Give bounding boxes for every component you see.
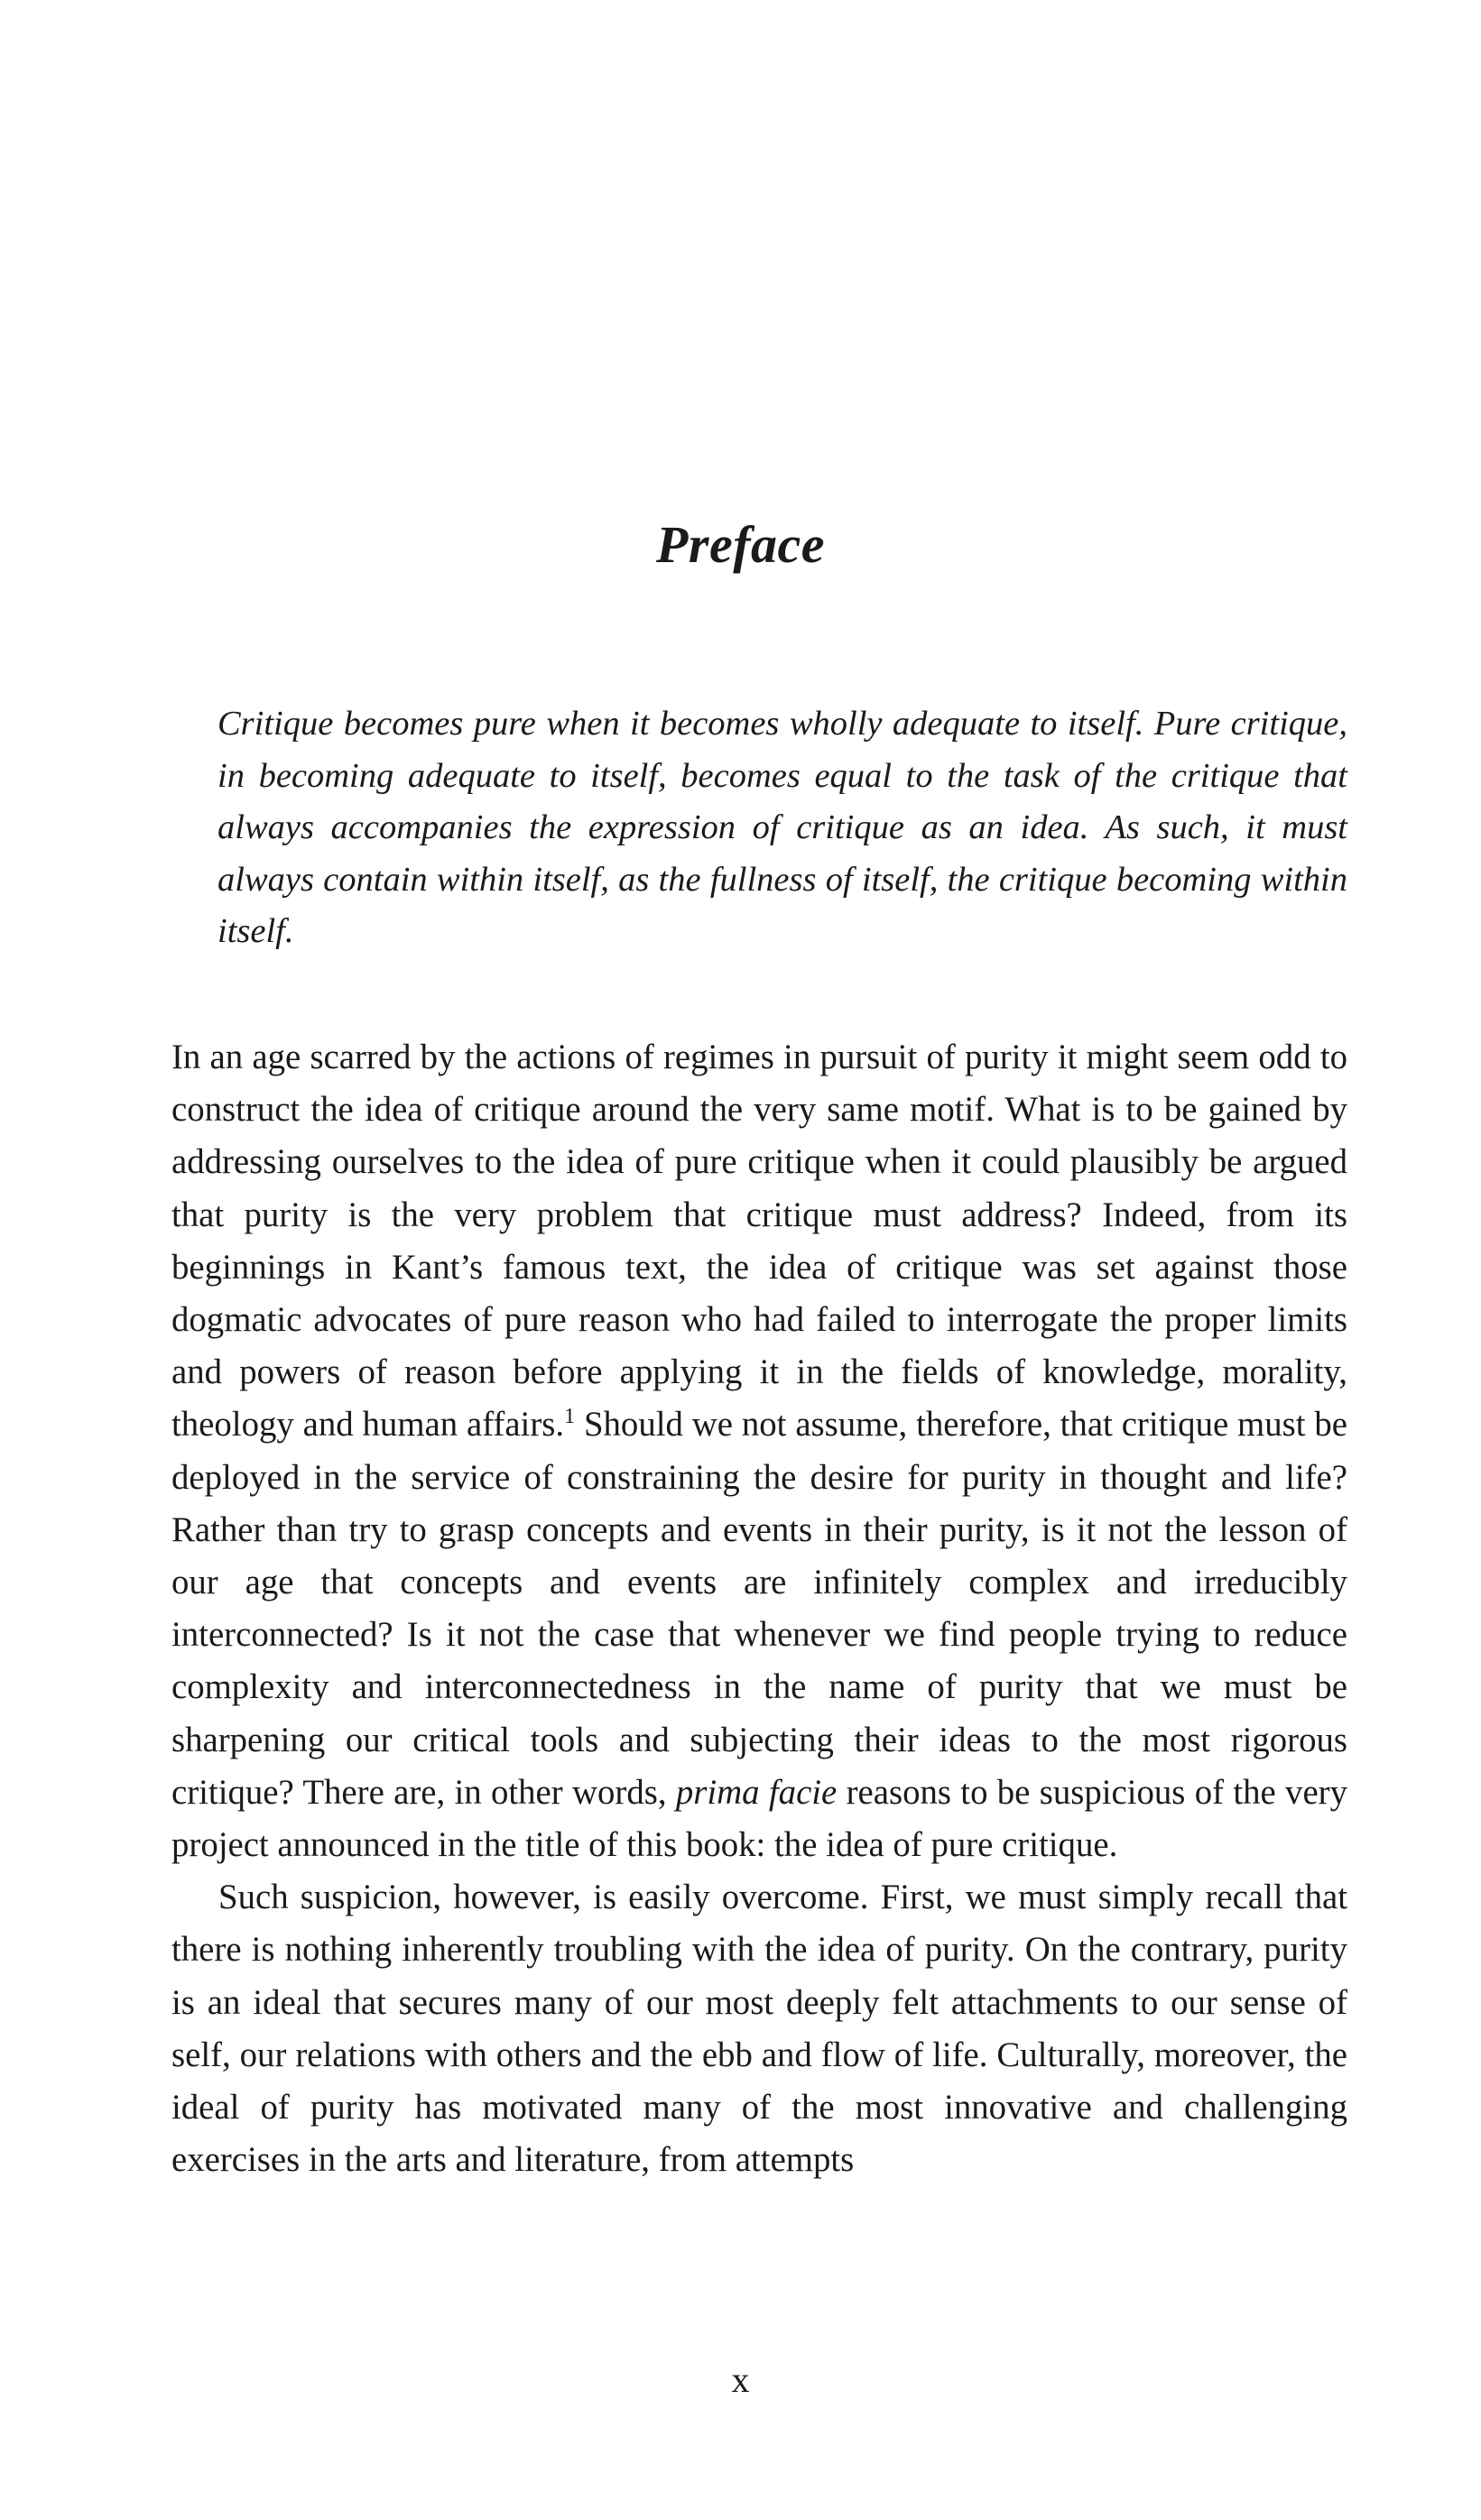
page-number: x [731,2359,750,2400]
paragraph-1-part-3: reasons to be suspicious of the very project announced in the title of this book: the idea of pure critique. [171,1772,1347,1865]
paragraph-1-part-1: In an age scarred by the actions of regimes in pursuit of purity it might seem odd to construct the idea of critique around the very same motif. What is to be gained by addressing ourselves to the idea of pure critique when it could plausibly be argued that purity is the very problem that critique must address? Indeed, from its beginnings in Kant’s famous text, the idea of critique was set against those dogmatic advocates of pure reason who had failed to interrogate the proper limits and powers of reason before applying it in the fields of knowledge, morality, theology and human affairs. [171,1038,1347,1445]
paragraph-1-part-2: Should we not assume, therefore, that critique must be deployed in the service of constraining the desire for purity in thought and life? Rather than try to grasp concepts and events in their purity, is it not the lesson of our age that concepts and events are infinitely complex and irreducibly interconnected? Is it not the case that whenever we find people trying to reduce complexity and interconnectedness in the name of purity that we must be sharpening our critical tools and subjecting their ideas to the most rigorous critique? There are, in other words, [171,1405,1347,1812]
chapter-title: Preface [655,514,826,574]
footnote-marker: 1 [564,1405,576,1429]
paragraph-1-emphasis: prima facie [675,1772,838,1812]
paragraph-2: Such suspicion, however, is easily overcome. First, we must simply recall that there is nothing inherently troubling with the idea of purity. On the contrary, purity is an ideal that secures many of our most deeply felt attachments to our sense of self, our relations with others and the ebb and flow of life. Culturally, moreover, the ideal of purity has motivated many of the most innovative and challenging exercises in the arts and literature, from attempts [171,1878,1347,2180]
body-text [171,1031,1347,2186]
epigraph: Critique becomes pure when it becomes wholly adequate to itself. Pure critique, in becoming adequate to itself, becomes equal to the task of the critique that always accompanies the expression of critique as an idea. As such, it must always contain within itself, as the fullness of itself, the critique becoming within itself. [218,705,1347,951]
paragraph-1 [171,1031,1347,1871]
